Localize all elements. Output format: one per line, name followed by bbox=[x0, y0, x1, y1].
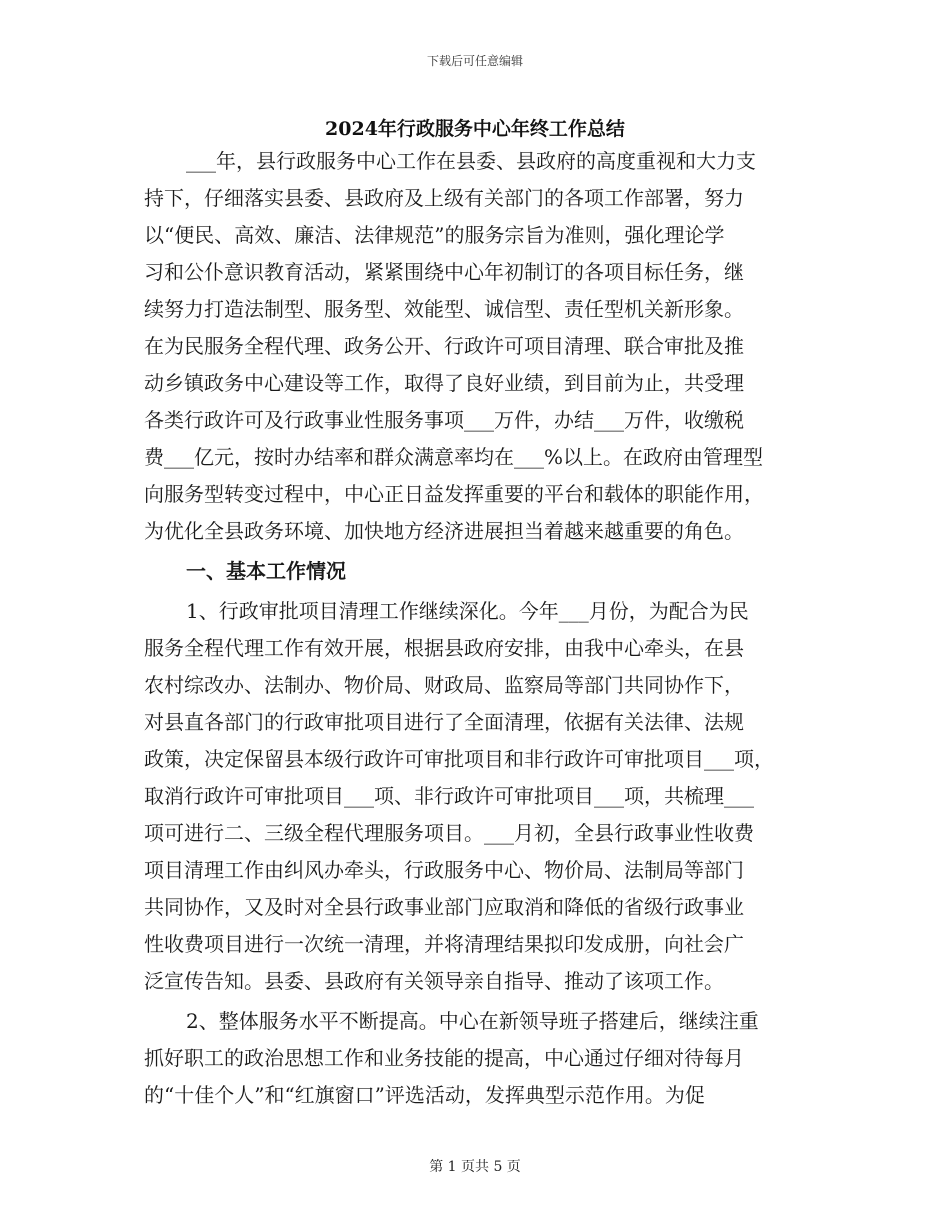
document-title: 2024年行政服务中心年终工作总结 bbox=[325, 118, 625, 140]
body-line: 对县直各部门的行政审批项目进行了全面清理，依据有关法律、法规 bbox=[144, 710, 744, 734]
body-line: 1、行政审批项目清理工作继续深化。今年___月份，为配合为民 bbox=[186, 599, 749, 623]
body-line: 持下，仔细落实县委、县政府及上级有关部门的各项工作部署，努力 bbox=[144, 186, 744, 210]
body-line: 项可进行二、三级全程代理服务项目。___月初，全县行政事业性收费 bbox=[144, 821, 754, 845]
body-line: 的“十佳个人”和“红旗窗口”评选活动，发挥典型示范作用。为促 bbox=[144, 1083, 705, 1107]
body-line: 项目清理工作由纠风办牵头，行政服务中心、物价局、法制局等部门 bbox=[144, 858, 744, 882]
body-line: 泛宣传告知。县委、县政府有关领导亲自指导、推动了该项工作。 bbox=[144, 969, 724, 993]
header-note: 下载后可任意编辑 bbox=[426, 54, 523, 68]
body-line: 农村综改办、法制办、物价局、财政局、监察局等部门共同协作下， bbox=[144, 673, 744, 697]
body-line: 为优化全县政务环境、加快地方经济进展担当着越来越重要的角色。 bbox=[144, 519, 744, 543]
body-line: 以“便民、高效、廉洁、法律规范”的服务宗旨为准则，强化理论学 bbox=[144, 223, 725, 247]
body-line: 习和公仆意识教育活动，紧紧围绕中心年初制订的各项目标任务，继 bbox=[144, 260, 744, 284]
body-line: 续努力打造法制型、服务型、效能型、诚信型、责任型机关新形象。 bbox=[144, 297, 744, 321]
body-line: 动乡镇政务中心建设等工作，取得了良好业绩，到目前为止，共受理 bbox=[144, 371, 744, 395]
section-heading: 一、基本工作情况 bbox=[186, 559, 346, 583]
body-line: 共同协作，又及时对全县行政事业部门应取消和降低的省级行政事业 bbox=[144, 895, 744, 919]
body-line: 抓好职工的政治思想工作和业务技能的提高，中心通过仔细对待每月 bbox=[144, 1046, 744, 1070]
body-line: 取消行政许可审批项目___项、非行政许可审批项目___项，共梳理___ bbox=[144, 784, 754, 808]
page-footer: 第 1 页共 5 页 bbox=[429, 1159, 521, 1175]
body-line: 各类行政许可及行政事业性服务事项___万件，办结___万件，收缴税 bbox=[144, 408, 744, 432]
body-line: 服务全程代理工作有效开展，根据县政府安排，由我中心牵头，在县 bbox=[144, 636, 744, 660]
body-line: 在为民服务全程代理、政务公开、行政许可项目清理、联合审批及推 bbox=[144, 334, 744, 358]
body-line: 政策，决定保留县本级行政许可审批项目和非行政许可审批项目___项， bbox=[144, 747, 774, 771]
body-line: ___年，县行政服务中心工作在县委、县政府的高度重视和大力支 bbox=[186, 149, 756, 173]
body-line: 向服务型转变过程中，中心正日益发挥重要的平台和载体的职能作用， bbox=[144, 482, 764, 506]
body-line: 2、整体服务水平不断提高。中心在新领导班子搭建后，继续注重 bbox=[186, 1009, 759, 1033]
body-line: 费___亿元，按时办结率和群众满意率均在___%以上。在政府由管理型 bbox=[144, 445, 764, 469]
body-line: 性收费项目进行一次统一清理，并将清理结果拟印发成册，向社会广 bbox=[144, 932, 744, 956]
